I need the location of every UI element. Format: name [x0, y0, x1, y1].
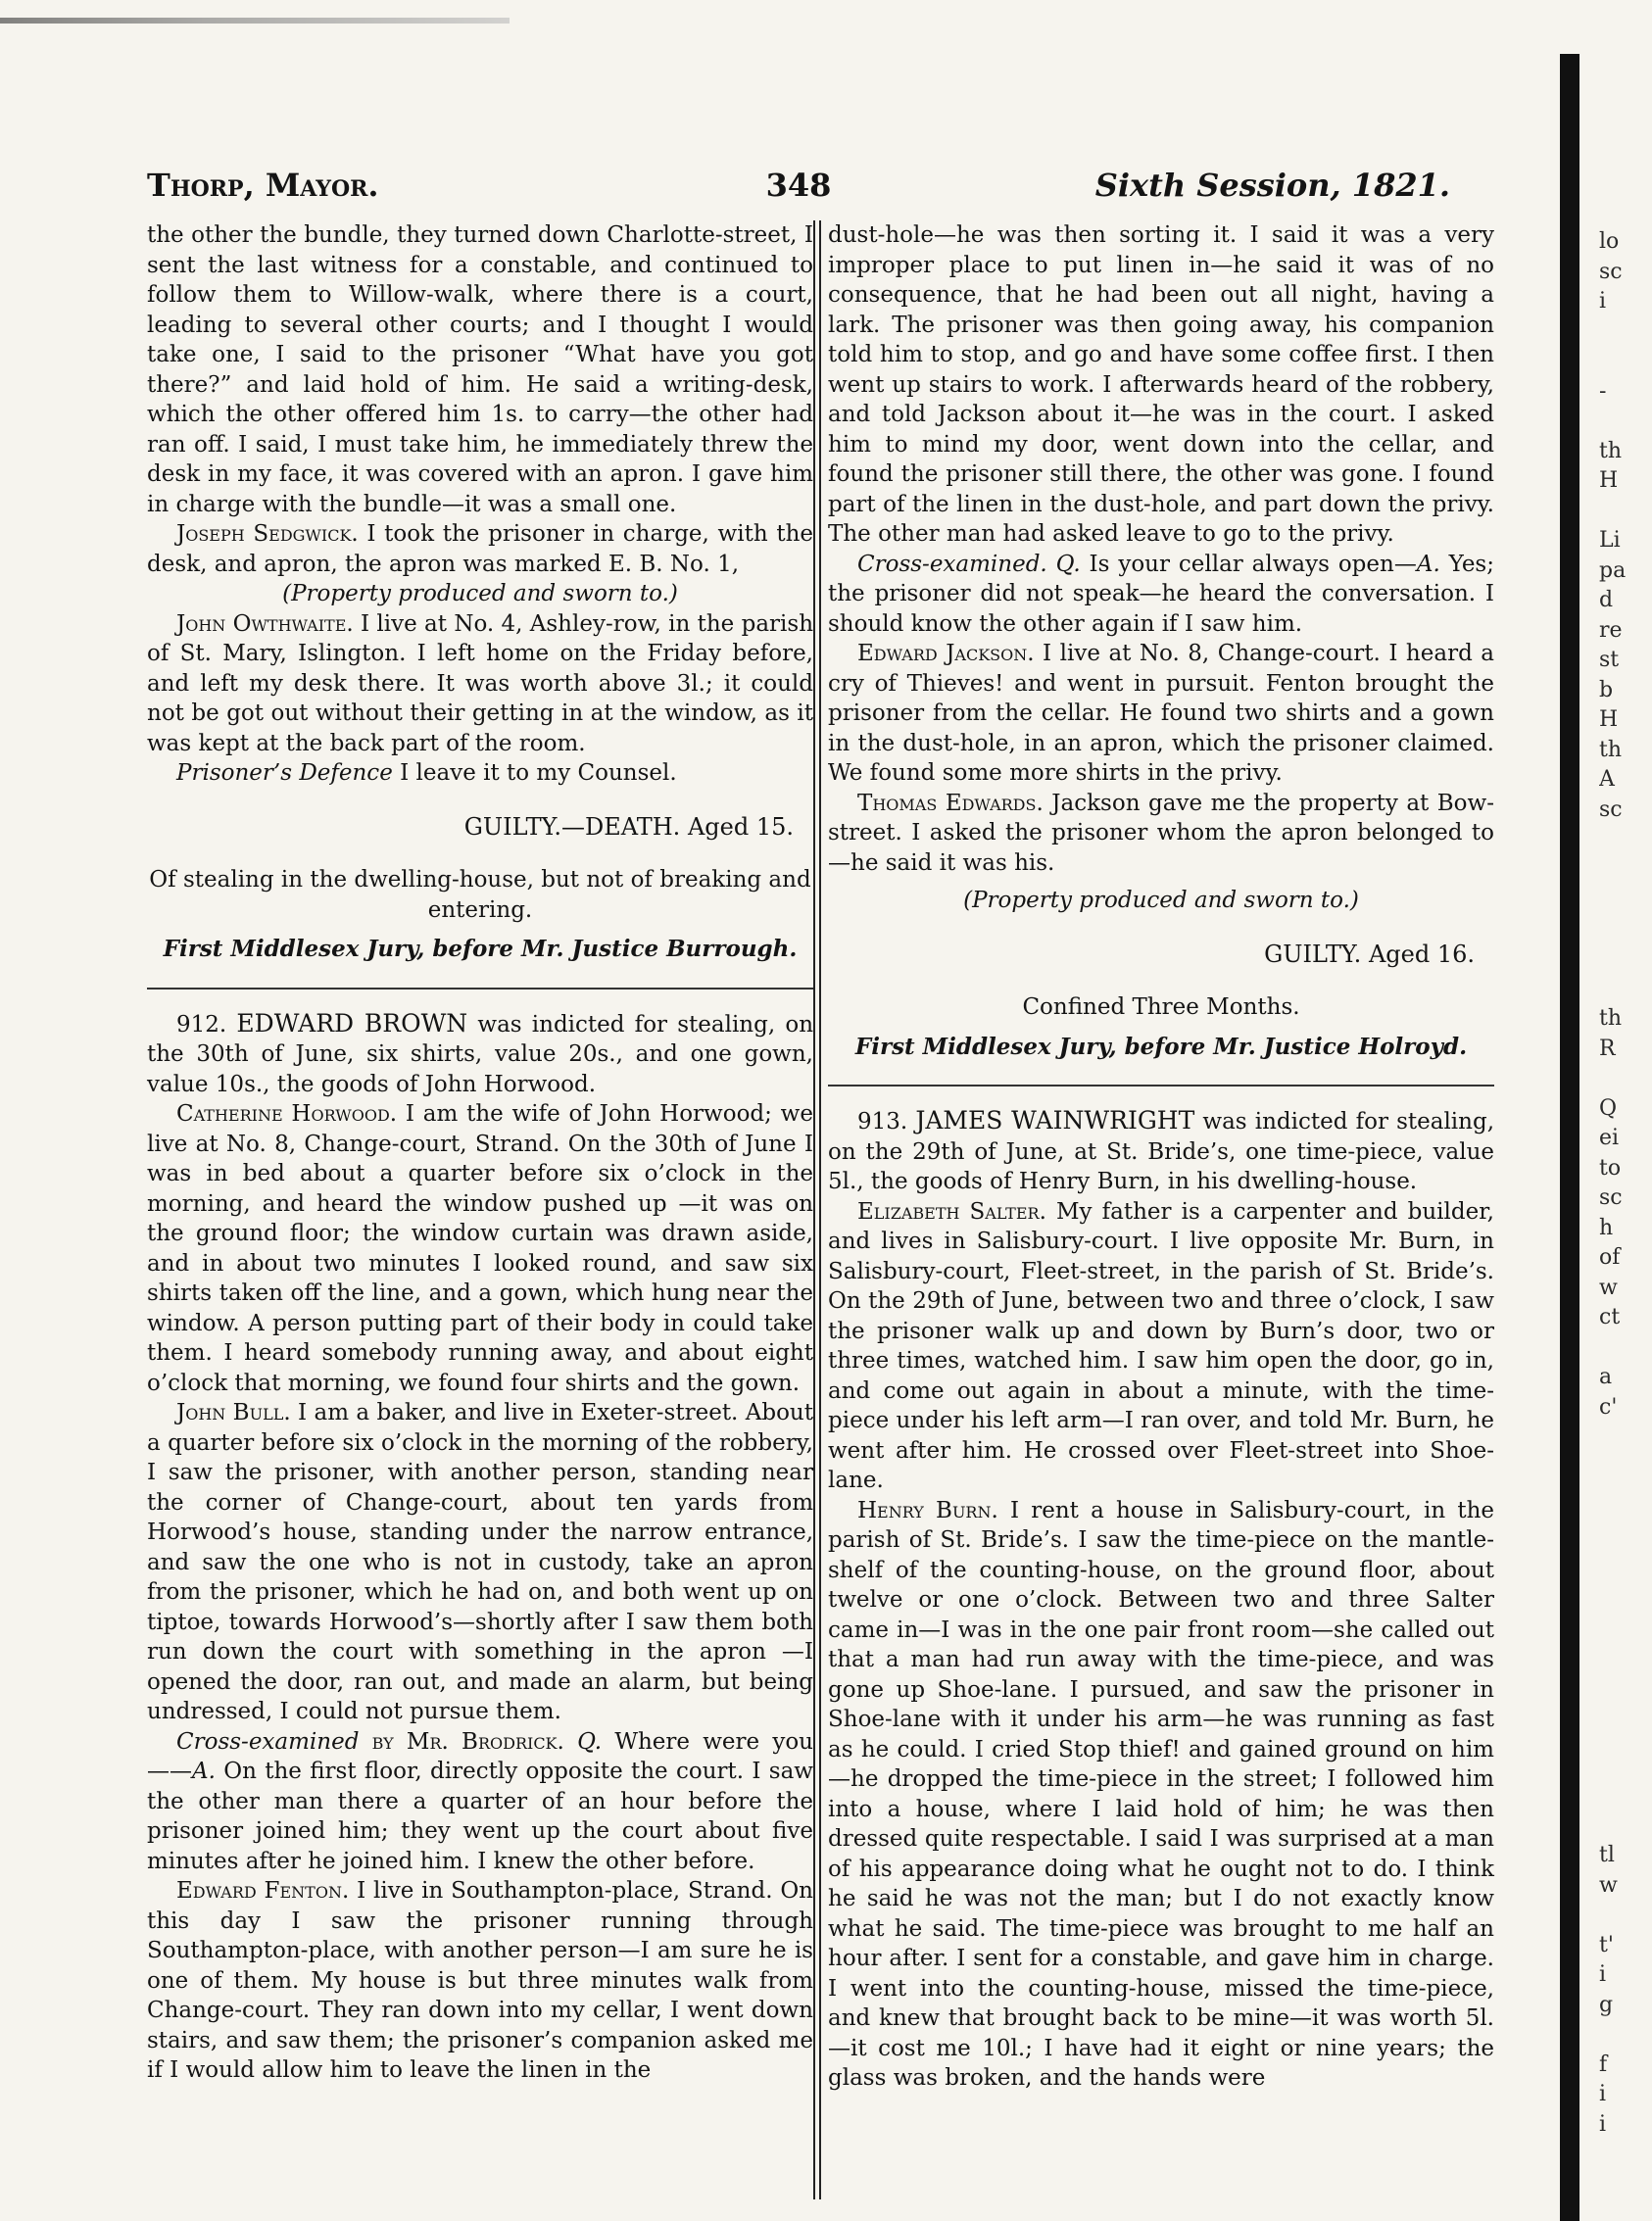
margin-fragment: g — [1599, 1992, 1614, 2017]
margin-fragment: H — [1599, 468, 1619, 493]
section-divider — [828, 1085, 1494, 1086]
margin-fragment: b — [1599, 677, 1614, 702]
margin-fragment — [1599, 1572, 1646, 1603]
margin-fragment — [1599, 1632, 1646, 1663]
margin-fragment: i — [1599, 289, 1607, 314]
trial-number: 912. — [176, 1011, 227, 1038]
margin-fragment: d — [1599, 588, 1614, 612]
testimony: I took the prisoner in charge, with the desk, and apron, the apron was marked E. B. No. 1, — [147, 521, 813, 577]
property-note: (Property produced and sworn to.) — [963, 888, 1359, 913]
margin-fragment: lo — [1599, 229, 1620, 254]
witness-name: Joseph Sedgwick. — [176, 521, 359, 547]
margin-fragment: - — [1599, 378, 1607, 404]
witness-name: John Owthwaite. — [176, 610, 354, 637]
margin-fragment: w — [1599, 1872, 1618, 1898]
margin-fragment: re — [1599, 617, 1623, 643]
paragraph: dust-hole—he was then sorting it. I said it was a very improper place to put linen in—he said it was of no consequence, that he had been out all night, having a lark. The prisoner was then going away, his companion told him to stop, and go and have some coffee first. I then went up stairs to work. I afterwards heard of the robbery, and told Jackson about it—he was in the court. I asked him to mind my door, went down into the cellar, and found the prisoner still there, the other was gone. I found part of the linen in the dust-hole, and part down the privy. The other man had asked leave to go to the privy. — [828, 222, 1494, 547]
margin-fragment: h — [1599, 1215, 1614, 1240]
margin-fragment: pa — [1599, 557, 1627, 583]
paragraph — [828, 1197, 1494, 1496]
margin-fragment: st — [1599, 648, 1620, 672]
testimony: I am a baker, and live in Exeter-street. About a quarter before six o’clock in the morning of the robbery, I saw the prisoner, with another person, standing near the corner of Change-court, about ten yards from Horwood’s house, standing under the narrow entrance, and saw the one who is not in custody, take an apron from the prisoner, which he had on, and both went up on tiptoe, towards Horwood’s—shortly after I saw them both run down the court with something in the apron —I opened the door, ran out, and made an alarm, but being undressed, I could not pursue them. — [147, 1400, 813, 1724]
binding-shadow — [1560, 54, 1579, 2221]
margin-fragment — [1599, 1752, 1646, 1782]
margin-fragment: ct — [1599, 1305, 1621, 1329]
margin-fragment: H — [1599, 707, 1619, 732]
indictment-text: was indicted for stealing, on the 30th of June, six shirts, value 20s., and one gown, value 10s., the goods of John Horwood. — [147, 1011, 814, 1097]
adjacent-page-fragments — [1599, 227, 1646, 2140]
testimony: Jackson gave me the property at Bow-street. I asked the prisoner whom the apron belonged to—he said it was his. — [828, 790, 1494, 876]
margin-fragment — [1599, 825, 1646, 855]
margin-fragment: i — [1599, 1962, 1607, 1987]
sentence: Confined Three Months. — [1022, 994, 1300, 1020]
left-column — [147, 220, 813, 2086]
paragraph — [828, 1496, 1494, 2094]
margin-fragment — [1599, 1064, 1646, 1094]
defendant-name: EDWARD BROWN — [236, 1008, 468, 1038]
testimony: I live at No. 8, Change-court. I heard a cry of Thieves! and went in pursuit. Fenton brought the prisoner from the cellar. He found two shirts and a gown in the dust-hole, in an apron, which the prisoner claimed. We found some more shirts in the privy. — [828, 641, 1495, 786]
margin-fragment — [1599, 2020, 1646, 2051]
property-note: (Property produced and sworn to.) — [282, 581, 678, 606]
defence-text: I leave it to my Counsel. — [392, 760, 677, 786]
defence-label: Prisoner’s Defence — [176, 760, 393, 786]
margin-fragment: Li — [1599, 528, 1621, 553]
margin-fragment: f — [1599, 2052, 1608, 2077]
margin-fragment — [1599, 1662, 1646, 1692]
column-rule — [813, 220, 821, 2199]
defendant-name: JAMES WAINWRIGHT — [915, 1106, 1195, 1135]
witness-name: Edward Fenton. — [176, 1878, 350, 1904]
margin-fragment: c' — [1599, 1394, 1618, 1420]
page-header — [147, 167, 1450, 206]
margin-fragment — [1599, 407, 1646, 437]
answer-mark: A. — [192, 1759, 216, 1784]
section-divider — [147, 988, 813, 990]
margin-fragment: th — [1599, 1006, 1623, 1031]
cross-label: Cross-examined. — [857, 551, 1047, 577]
margin-fragment: sc — [1599, 797, 1623, 822]
testimony: My father is a carpenter and builder, and lives in Salisbury-court. I live opposite Mr. Burn, in Salisbury-court, Fleet-street, in the parish of St. Bride’s. On the 29th of June, between two and three o’clock, I saw the prisoner walk up and down by Burn’s door, two or three times, watched him. I saw him open the door, go in, and come out again in about a minute, with the time-piece under his left arm—I ran over, and told Mr. Burn, he went after him. He crossed over Fleet-street into Shoe-lane. — [828, 1198, 1494, 1493]
margin-fragment: i — [1599, 2111, 1607, 2137]
jury-line: First Middlesex Jury, before Mr. Justice Burrough. — [163, 936, 798, 962]
margin-fragment — [1599, 1542, 1646, 1572]
paragraph — [147, 758, 813, 789]
margin-fragment: i — [1599, 2082, 1607, 2106]
margin-fragment — [1599, 347, 1646, 377]
witness-name: Thomas Edwards. — [857, 790, 1044, 816]
indictment-text: was indicted for stealing, on the 29th of June, at St. Bride’s, one time-piece, value 5l., the goods of Henry Burn, in his dwelling-house. — [828, 1109, 1494, 1194]
testimony: I rent a house in Salisbury-court, in the parish of St. Bride’s. I saw the time-piece on the mantle-shelf of the counting-house, on the ground floor, about twelve or one o’clock. Between two and three Salter came in—I was in the one pair front room—she called out that a man had run away with the time-piece, and was gone up Shoe-lane. I pursued, and saw the prisoner in Shoe-lane with it under his arm—he was running as fast as he could. I cried Stop thief! and gained ground on him—he dropped the time-piece in the street; I followed him into a house, where I laid hold of him; he was then dressed quite respectable. I said I was surprised at a man of his appearance doing what he ought not to do. I think he said he was not the man; but I do not exactly know what he said. The time-piece was brought to me half an hour after. I sent for a constable, and gave him in charge. I went into the counting-house, missed the time-piece, and knew that brought back to be mine—it was worth 5l.—it cost me 10l.; I have had it eight or nine years; the glass was broken, and the hands were — [828, 1497, 1494, 2091]
paragraph — [147, 1876, 813, 2086]
paragraph — [828, 639, 1494, 789]
margin-fragment: sc — [1599, 259, 1623, 284]
header-session: Sixth Session, 1821. — [1094, 167, 1450, 204]
margin-fragment: w — [1599, 1275, 1618, 1300]
margin-fragment: th — [1599, 737, 1623, 762]
witness-name: Henry Burn. — [857, 1497, 998, 1523]
verdict-note: Of stealing in the dwelling-house, but not of breaking and entering. — [149, 867, 811, 923]
margin-fragment: ei — [1599, 1126, 1620, 1150]
margin-fragment — [1599, 1482, 1646, 1513]
margin-fragment: Q — [1599, 1095, 1618, 1121]
paragraph: the other the bundle, they turned down Charlotte-street, I sent the last witness for a constable, and continued to follow them to Willow-walk, where there is a court, leading to several other courts; and I thought I would take one, I said to the prisoner “What have you got there?” and laid hold of him. He said a writing-desk, which the other offered him 1s. to carry—the other had ran off. I said, I must take him, he immediately threw the desk in my face, it was covered with an apron. I gave him in charge with the bundle—it was a small one. — [147, 222, 813, 517]
margin-fragment — [1599, 1721, 1646, 1752]
paragraph — [147, 1398, 813, 1727]
witness-name: John Bull. — [176, 1400, 291, 1425]
margin-fragment — [1599, 1453, 1646, 1483]
margin-fragment — [1599, 1333, 1646, 1364]
testimony: I live at No. 4, Ashley-row, in the parish of St. Mary, Islington. I left home on the Friday before, and left my desk there. It was worth above 3l.; it could not be got out without their getting in at the window, as it was kept at the back part of the room. — [147, 610, 814, 756]
testimony: Yes; the prisoner did not speak—he heard the conversation. I should know the other again if I saw him. — [828, 551, 1494, 637]
verdict: GUILTY. Aged 16. — [1264, 940, 1475, 968]
margin-fragment — [1599, 317, 1646, 348]
margin-fragment — [1599, 1811, 1646, 1842]
margin-fragment — [1599, 1692, 1646, 1722]
margin-fragment — [1599, 1513, 1646, 1543]
margin-fragment: to — [1599, 1155, 1622, 1181]
testimony: On the first floor, directly opposite the court. I saw the other man there a quarter of an hour before the prisoner joined him; they went up the court about five minutes after he joined him. I knew the other before. — [147, 1759, 813, 1874]
margin-fragment: th — [1599, 438, 1623, 463]
margin-fragment: of — [1599, 1245, 1621, 1270]
margin-fragment — [1599, 497, 1646, 527]
witness-name: Edward Jackson. — [857, 641, 1035, 666]
margin-fragment — [1599, 1781, 1646, 1811]
margin-fragment: a — [1599, 1365, 1613, 1389]
margin-fragment: tl — [1599, 1843, 1615, 1867]
jury-line: First Middlesex Jury, before Mr. Justice Holroyd. — [854, 1033, 1468, 1060]
paragraph — [147, 1727, 813, 1877]
paragraph — [828, 550, 1494, 640]
cross-label: Cross-examined — [176, 1728, 360, 1755]
question-mark: Q. — [577, 1728, 603, 1755]
page-number: 348 — [765, 167, 832, 204]
cross-by: by Mr. Brodrick. — [359, 1728, 578, 1755]
margin-fragment — [1599, 1602, 1646, 1632]
margin-fragment: R — [1599, 1036, 1616, 1061]
margin-fragment — [1599, 944, 1646, 975]
testimony: Is your cellar always open— — [1080, 551, 1417, 577]
verdict: GUILTY.—DEATH. Aged 15. — [463, 812, 794, 841]
testimony: I live in Southampton-place, Strand. On this day I saw the prisoner running through Southampton-place, with another person—I am sure he is one of them. My house is but three minutes walk from Change-court. They ran down into my cellar, I went down stairs, and saw them; the prisoner’s companion asked me if I would allow him to leave the linen in the — [147, 1878, 813, 2083]
question-mark: Q. — [1055, 551, 1081, 577]
trial-heading — [147, 1009, 813, 1100]
trial-heading — [828, 1106, 1494, 1197]
paragraph — [828, 789, 1494, 879]
paragraph — [147, 519, 813, 579]
margin-fragment — [1599, 1423, 1646, 1453]
answer-mark: A. — [1416, 551, 1440, 577]
trial-number: 913. — [857, 1109, 908, 1135]
witness-name: Elizabeth Salter. — [857, 1198, 1046, 1225]
testimony: Where were you—— — [147, 1728, 813, 1784]
margin-fragment — [1599, 915, 1646, 945]
margin-fragment — [1599, 855, 1646, 886]
header-mayor: Thorp, Mayor. — [147, 167, 379, 204]
margin-fragment: A — [1599, 767, 1615, 792]
witness-name: Catherine Horwood. — [176, 1101, 398, 1127]
testimony: I am the wife of John Horwood; we live at No. 8, Change-court, Strand. On the 30th of June I was in bed about a quarter before six o’clock in the morning, and heard the window pushed up —it was on the ground floor; the window curtain was drawn aside, and in about two minutes I looked round, and saw six shirts taken off the line, and a gown, which hung near the window. A person putting part of their body in could take them. I heard somebody running away, and about eight o’clock that morning, we found four shirts and the gown. — [147, 1101, 813, 1396]
margin-fragment — [1599, 885, 1646, 915]
scan-edge-mark — [0, 18, 510, 24]
paragraph — [147, 1099, 813, 1398]
right-column — [828, 220, 1494, 2094]
margin-fragment — [1599, 1901, 1646, 1931]
margin-fragment — [1599, 975, 1646, 1005]
paragraph — [147, 609, 813, 759]
margin-fragment: t' — [1599, 1932, 1614, 1957]
margin-fragment: sc — [1599, 1185, 1623, 1210]
